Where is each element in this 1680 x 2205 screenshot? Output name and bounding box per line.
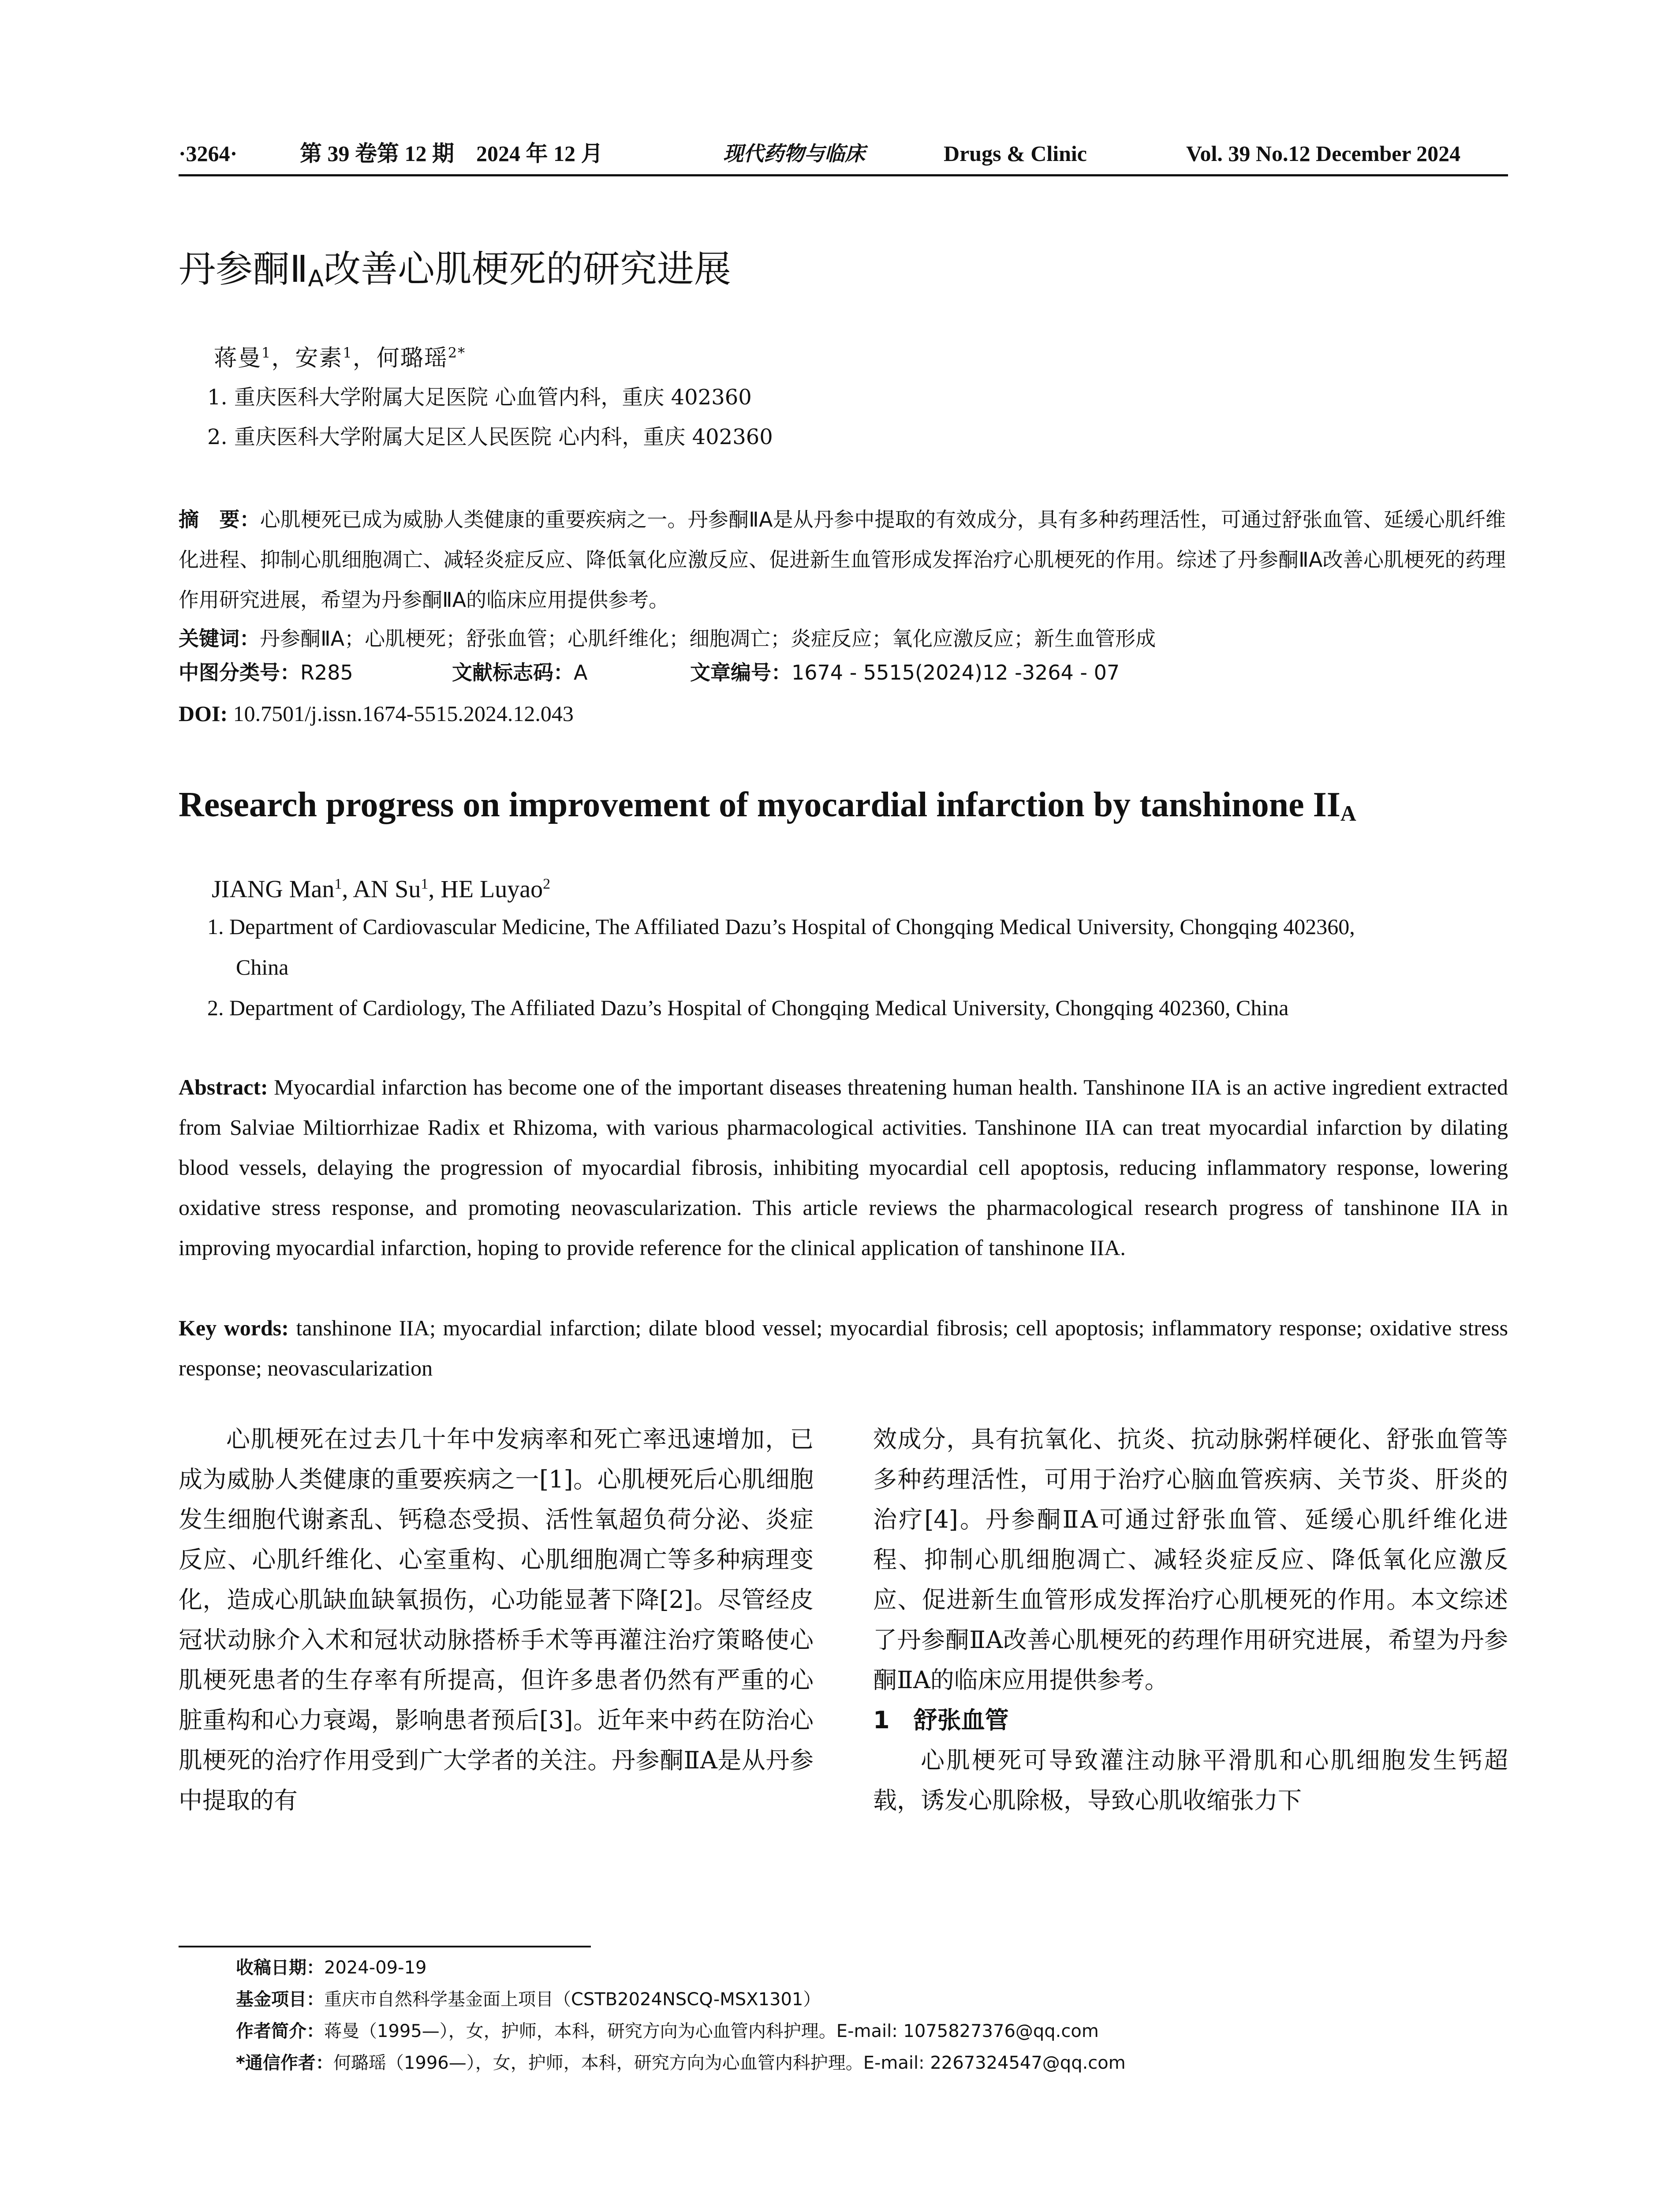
author-affiliation-mark: 1 xyxy=(421,876,429,892)
keywords-cn xyxy=(179,619,1506,659)
authors-cn: 蒋曼$^1$，安素$^1$，何璐瑶$^{2*}$ xyxy=(214,344,466,372)
body-column-right xyxy=(873,1419,1508,1820)
footnote-text: 蒋曼（1995—），女，护师，本科，研究方向为心血管内科护理。E-mail: 1075827376@qq.com xyxy=(324,2021,1099,2041)
title-cn-part: 丹参酮Ⅱ xyxy=(179,247,308,291)
author-affiliation-mark: 2* xyxy=(448,344,466,361)
classification-line xyxy=(179,658,1120,687)
clc-label: 中图分类号： xyxy=(179,661,300,684)
abstract-en xyxy=(179,1067,1508,1268)
journal-name-en: Drugs & Clinic xyxy=(944,141,1087,166)
title-en-subscript: A xyxy=(1340,801,1356,826)
footnote-label: 基金项目： xyxy=(236,1989,324,2010)
author-name-en: HE Luyao xyxy=(441,875,543,903)
keywords-en-text: tanshinone IIA; myocardial infarction; dilate blood vessel; myocardial fibrosis; cell apoptosis; inflammatory response; oxidative stress response; neovascularization xyxy=(179,1316,1508,1380)
affiliation-en: 1. Department of Cardiovascular Medicine, The Affiliated Dazu’s Hospital of Chongqing Medical University, Chongqing 402360, xyxy=(207,914,1355,939)
affiliation-en-continued: China xyxy=(236,955,289,979)
title-en-main: Research progress on improvement of myocardial infarction by tanshinone II xyxy=(179,785,1340,824)
issue-info-en: Vol. 39 No.12 December 2024 xyxy=(1186,141,1461,166)
doc-code-label: 文献标志码： xyxy=(452,661,574,684)
keywords-en-label: Key words: xyxy=(179,1316,289,1340)
footnote-received xyxy=(236,1953,426,1983)
article-number-value: 1674 - 5515(2024)12 -3264 - 07 xyxy=(791,661,1120,684)
author-name: 蒋曼 xyxy=(214,345,262,372)
footnote-text: 何璐瑶（1996—），女，护师，本科，研究方向为心血管内科护理。E-mail: 2267324547@qq.com xyxy=(333,2053,1126,2073)
clc-value: R285 xyxy=(300,661,353,684)
authors-en: JIANG Man$^1$, AN Su$^1$, HE Luyao$^2$ xyxy=(212,875,551,903)
doi-line xyxy=(179,699,574,728)
abstract-cn-label: 摘 要： xyxy=(179,508,260,531)
page-number: ·3264· xyxy=(179,141,238,166)
author-affiliation-mark: 1 xyxy=(343,344,353,361)
footnote-corresponding xyxy=(236,2048,1126,2078)
article-title-en xyxy=(179,783,1356,831)
footnote-funding xyxy=(236,1984,821,2014)
journal-name-cn: 现代药物与临床 xyxy=(723,142,865,165)
affiliation-cn: 1. 重庆医科大学附属大足医院 心血管内科，重庆 402360 xyxy=(207,385,752,410)
affiliation-cn: 2. 重庆医科大学附属大足区人民医院 心内科，重庆 402360 xyxy=(207,425,773,449)
keywords-cn-text: 丹参酮ⅡA；心肌梗死；舒张血管；心肌纤维化；细胞凋亡；炎症反应；氧化应激反应；新生血管形成 xyxy=(260,627,1156,650)
footnote-label: 作者简介： xyxy=(236,2021,324,2041)
footnote-rule xyxy=(179,1946,591,1947)
abstract-en-text: Myocardial infarction has become one of the important diseases threatening human health. Tanshinone IIA is an active ingredient extracted from Salviae Miltiorrhizae Radix et Rhizoma, with various pharmacological activities. Tanshinone IIA can treat myocardial infarction by dilating blood vessels, delaying the progression of myocardial fibrosis, inhibiting myocardial cell apoptosis, reducing inflammatory response, lowering oxidative stress response, and promoting neovascularization. This article reviews the pharmacological research progress of tanshinone IIA in improving myocardial infarction, hoping to provide reference for the clinical application of tanshinone IIA. xyxy=(179,1075,1508,1260)
keywords-en xyxy=(179,1308,1508,1388)
author-affiliation-mark: 1 xyxy=(261,344,272,361)
author-name: 安素 xyxy=(295,345,343,372)
footnote-text: 2024-09-19 xyxy=(324,1958,427,1978)
footnote-label: *通信作者： xyxy=(236,2053,333,2073)
keywords-cn-label: 关键词： xyxy=(179,627,260,650)
title-cn-subscript: A xyxy=(308,265,324,292)
body-paragraph: 心肌梗死在过去几十年中发病率和死亡率迅速增加，已成为威胁人类健康的重要疾病之一[1]。心肌梗死后心肌细胞发生细胞代谢紊乱、钙稳态受损、活性氧超负荷分泌、炎症反应、心肌纤维化、心室重构、心肌细胞凋亡等多种病理变化，造成心肌缺血缺氧损伤，心功能显著下降[2]。尽管经皮冠状动脉介入术和冠状动脉搭桥手术等再灌注治疗策略使心肌梗死患者的生存率有所提高，但许多患者仍然有严重的心脏重构和心力衰竭，影响患者预后[3]。近年来中药在防治心肌梗死的治疗作用受到广大学者的关注。丹参酮ⅡA是从丹参中提取的有 xyxy=(179,1425,814,1814)
body-paragraph: 心肌梗死可导致灌注动脉平滑肌和心肌细胞发生钙超载，诱发心肌除极，导致心肌收缩张力下 xyxy=(873,1746,1508,1814)
body-paragraph: 效成分，具有抗氧化、抗炎、抗动脉粥样硬化、舒张血管等多种药理活性，可用于治疗心脑血管疾病、关节炎、肝炎的治疗[4]。丹参酮ⅡA可通过舒张血管、延缓心肌纤维化进程、抑制心肌细胞凋亡、减轻炎症反应、降低氧化应激反应、促进新生血管形成发挥治疗心肌梗死的作用。本文综述了丹参酮ⅡA改善心肌梗死的药理作用研究进展，希望为丹参酮ⅡA的临床应用提供参考。 xyxy=(873,1425,1508,1694)
header-rule xyxy=(179,174,1508,176)
author-affiliation-mark: 2 xyxy=(543,876,551,892)
article-number-label: 文章编号： xyxy=(690,661,791,684)
author-name-en: JIANG Man xyxy=(212,875,335,903)
affiliations-en xyxy=(207,906,1508,1028)
author-affiliation-mark: 1 xyxy=(334,876,342,892)
abstract-cn xyxy=(179,500,1506,620)
footnote-text: 重庆市自然科学基金面上项目（CSTB2024NSCQ-MSX1301） xyxy=(324,1989,821,2010)
abstract-en-label: Abstract: xyxy=(179,1075,268,1099)
author-name-en: AN Su xyxy=(353,875,421,903)
section-heading: 1 舒张血管 xyxy=(873,1706,1009,1734)
footnote-author-bio xyxy=(236,2016,1099,2046)
body-column-left xyxy=(179,1419,814,1820)
title-cn-part: 改善心肌梗死的研究进展 xyxy=(324,247,732,291)
affiliation-en: 2. Department of Cardiology, The Affiliated Dazu’s Hospital of Chongqing Medical University, Chongqing 402360, China xyxy=(207,995,1289,1020)
abstract-cn-text: 心肌梗死已成为威胁人类健康的重要疾病之一。丹参酮ⅡA是从丹参中提取的有效成分，具有多种药理活性，可通过舒张血管、延缓心肌纤维化进程、抑制心肌细胞凋亡、减轻炎症反应、降低氧化应激反应、促进新生血管形成发挥治疗心肌梗死的作用。综述了丹参酮ⅡA改善心肌梗死的药理作用研究进展，希望为丹参酮ⅡA的临床应用提供参考。 xyxy=(179,508,1506,612)
issue-info-cn: 第 39 卷第 12 期 2024 年 12 月 xyxy=(300,141,603,166)
author-name: 何璐瑶 xyxy=(376,345,448,372)
article-title-cn xyxy=(179,245,1501,299)
doi-label: DOI: xyxy=(179,701,228,726)
doi-value: 10.7501/j.issn.1674-5515.2024.12.043 xyxy=(233,701,574,726)
doc-code-value: A xyxy=(574,661,588,684)
footnote-label: 收稿日期： xyxy=(236,1958,324,1978)
